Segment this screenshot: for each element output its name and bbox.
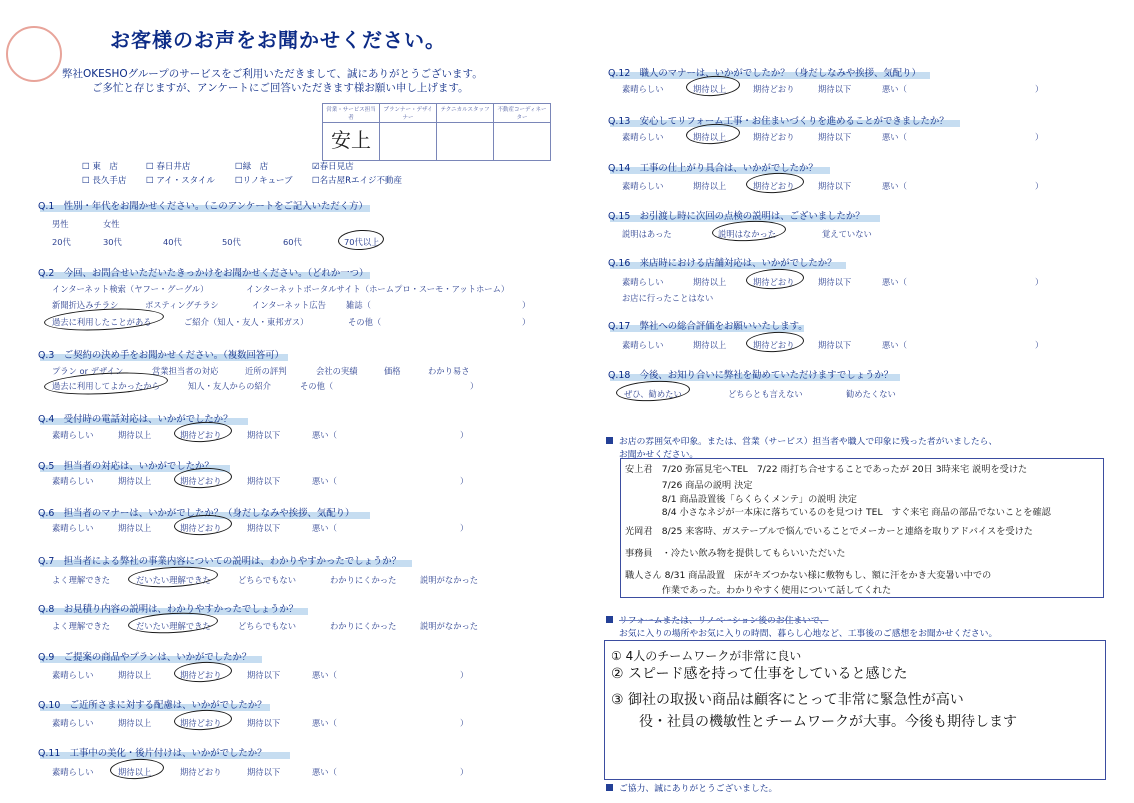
- q2-opt-magazine[interactable]: 雑誌（: [346, 300, 371, 310]
- comment1-line-4: 8/4 小さなネジが一本床に落ちているのを見つけ TEL すぐ来宅 商品の部品でないことを確認: [625, 507, 1051, 518]
- q6-opt-expected[interactable]: 期待どおり: [180, 523, 222, 533]
- q2-paren-close: ）: [522, 300, 531, 310]
- q9-title: Q.9 ご提案の商品やプランは、いかがでしたか？: [38, 652, 252, 663]
- shop-checkbox-7[interactable]: ☐リノキューブ: [235, 176, 293, 186]
- q12-opt-expected[interactable]: 期待どおり: [753, 84, 795, 94]
- comment1-line-5: 光岡君 8/25 来客時、ガステーブルで悩んでいることでメーカーと連絡を取りアドバイスを受けた: [625, 526, 1033, 537]
- staff-name-planner[interactable]: [380, 123, 437, 161]
- q6-opt-above[interactable]: 期待以上: [118, 523, 152, 533]
- q11-opt-below[interactable]: 期待以下: [247, 767, 281, 777]
- page-title: お客様のお声をお聞かせください。: [110, 28, 446, 52]
- q10-opt-expected[interactable]: 期待どおり: [180, 718, 222, 728]
- staff-header-technical: テクニカルスタッフ: [437, 104, 494, 123]
- q2-opt-posting[interactable]: ポスティングチラシ: [145, 300, 219, 310]
- q15-opt-explained[interactable]: 説明はあった: [622, 229, 672, 239]
- comment1-line-3: 8/1 商品設置後「らくらくメンテ」の説明 決定: [625, 494, 857, 505]
- shop-checkbox-8[interactable]: ☐名古屋Rエイジ不動産: [312, 176, 403, 186]
- q7-opt-2[interactable]: だいたい理解できた: [136, 575, 211, 585]
- staff-header-sales: 営業・サービス担当者: [323, 104, 380, 123]
- comment2-box[interactable]: [604, 640, 1106, 780]
- q8-opt-2[interactable]: だいたい理解できた: [136, 621, 211, 631]
- q15-title: Q.15 お引渡し時に次回の点検の説明は、ございましたか？: [608, 211, 865, 222]
- q9-opt-expected[interactable]: 期待どおり: [180, 670, 222, 680]
- q3-opt-price[interactable]: 価格: [384, 366, 401, 376]
- q11-opt-excellent[interactable]: 素晴らしい: [52, 767, 94, 777]
- q4-title: Q.4 受付時の電話対応は、いかがでしたか？: [38, 414, 233, 425]
- q2-opt-past-use[interactable]: 過去に利用したことがある: [52, 317, 152, 327]
- shop-checkbox-4[interactable]: ☑春日見店: [312, 162, 354, 172]
- q7-opt-3[interactable]: どちらでもない: [238, 575, 296, 585]
- q17-opt-bad[interactable]: 悪い（: [882, 340, 907, 350]
- q18-opt-recommend[interactable]: ぜひ、勧めたい: [624, 389, 682, 399]
- q9-answer-circle: [174, 660, 233, 683]
- shop-checkbox-5[interactable]: ☐ 長久手店: [82, 176, 127, 186]
- q1-age-30s[interactable]: 30代: [103, 237, 122, 247]
- q16-opt-below[interactable]: 期待以下: [818, 277, 852, 287]
- comment2-heading-1: リフォームまたは、リノベーション後のお住まいで、: [606, 613, 828, 626]
- staff-header-planner: プランナー・デザイナー: [380, 104, 437, 123]
- q3-opt-record[interactable]: 会社の実績: [316, 366, 358, 376]
- q1-age-50s[interactable]: 50代: [222, 237, 241, 247]
- q8-opt-1[interactable]: よく理解できた: [52, 621, 111, 631]
- q17-paren: ）: [1035, 340, 1044, 350]
- q9-opt-below[interactable]: 期待以下: [247, 670, 281, 680]
- q7-opt-4[interactable]: わかりにくかった: [330, 575, 397, 585]
- q7-opt-5[interactable]: 説明がなかった: [420, 575, 479, 585]
- q14-title: Q.14 工事の仕上がり具合は、いかがでしたか？: [608, 163, 818, 174]
- q5-opt-expected[interactable]: 期待どおり: [180, 476, 222, 486]
- q5-opt-excellent[interactable]: 素晴らしい: [52, 476, 94, 486]
- q13-opt-below[interactable]: 期待以下: [818, 132, 852, 142]
- q14-opt-expected[interactable]: 期待どおり: [753, 181, 795, 191]
- q16-paren: ）: [1035, 277, 1044, 287]
- q16-opt-expected[interactable]: 期待どおり: [753, 277, 795, 287]
- shop-checkbox-1[interactable]: ☐ 東 店: [82, 162, 118, 172]
- shop-checkbox-6[interactable]: ☐ アイ・スタイル: [146, 176, 215, 186]
- q3-opt-other[interactable]: その他（: [300, 381, 334, 391]
- q12-opt-above[interactable]: 期待以上: [693, 84, 727, 94]
- q17-opt-expected[interactable]: 期待どおり: [753, 340, 795, 350]
- footer-thanks: ご協力、誠にありがとうございました。: [606, 781, 777, 794]
- q3-opt-clarity[interactable]: わかり易さ: [428, 366, 470, 376]
- q10-opt-below[interactable]: 期待以下: [247, 718, 281, 728]
- q17-opt-excellent[interactable]: 素晴らしい: [622, 340, 664, 350]
- q3-title: Q.3 ご契約の決め手をお聞かせください。（複数回答可）: [38, 350, 285, 361]
- q16-title: Q.16 来店時における店舗対応は、いかがでしたか？: [608, 258, 837, 269]
- q12-title: Q.12 職人のマナーは、いかがでしたか？（身だしなみや挨拶、気配り）: [608, 68, 921, 79]
- q2-opt-referral[interactable]: ご紹介（知人・友人・東邦ガス）: [184, 317, 309, 327]
- seal-stamp: [6, 26, 62, 82]
- q6-paren: ）: [460, 523, 469, 533]
- q1-title: Q.1 性別・年代をお聞かせください。（このアンケートをご記入いただく方）: [38, 201, 368, 212]
- comment2-line-4: 役・社員の機敏性とチームワークが大事。今後も期待します: [611, 714, 1017, 730]
- staff-table: [322, 103, 551, 161]
- q1-age-70s[interactable]: 70代以上: [344, 237, 380, 247]
- comment1-line-7: 職人さん 8/31 商品設置 床がキズつかない様に敷物もし、額に汗をかき大変暑い中での: [625, 570, 992, 581]
- q1-age-20s[interactable]: 20代: [52, 237, 71, 247]
- q3-opt-friend[interactable]: 知人・友人からの紹介: [188, 381, 271, 391]
- q14-opt-below[interactable]: 期待以下: [818, 181, 852, 191]
- q2-opt-other[interactable]: その他（: [348, 317, 382, 327]
- q11-answer-circle: [110, 758, 165, 781]
- q3-opt-sales-response[interactable]: 営業担当者の対応: [152, 366, 219, 376]
- q11-opt-expected[interactable]: 期待どおり: [180, 767, 222, 777]
- q5-paren: ）: [460, 476, 469, 486]
- q1-male[interactable]: 男性: [52, 219, 69, 229]
- q3-paren-close: ）: [470, 381, 479, 391]
- q17-answer-circle: [746, 330, 805, 353]
- q16-opt-bad[interactable]: 悪い（: [882, 277, 907, 287]
- q15-opt-dont-remember[interactable]: 覚えていない: [822, 229, 872, 239]
- intro-line-2: ご多忙と存じますが、アンケートにご回答いただきます様お願い申し上げます。: [92, 82, 469, 94]
- intro-line-1: 弊社OKESHOグループのサービスをご利用いただきまして、誠にありがとうございます。: [62, 68, 483, 80]
- q5-opt-below[interactable]: 期待以下: [247, 476, 281, 486]
- comment1-box[interactable]: [620, 458, 1104, 598]
- q8-title: Q.8 お見積り内容の説明は、わかりやすかったでしょうか？: [38, 604, 299, 615]
- q5-opt-bad[interactable]: 悪い（: [312, 476, 337, 486]
- q13-title: Q.13 安心してリフォーム工事・お住まいづくりを進めることができましたか？: [608, 116, 949, 127]
- q1-age-60s[interactable]: 60代: [283, 237, 302, 247]
- q11-paren: ）: [460, 767, 469, 777]
- q3-opt-past-good[interactable]: 過去に利用してよかったから: [52, 381, 160, 391]
- q7-title: Q.7 担当者による弊社の事業内容についての説明は、わかりやすかったでしょうか？: [38, 556, 402, 567]
- q18-opt-neutral[interactable]: どちらとも言えない: [728, 389, 803, 399]
- q12-opt-excellent[interactable]: 素晴らしい: [622, 84, 664, 94]
- q16-answer-circle: [746, 267, 805, 290]
- q14-answer-circle: [746, 171, 805, 194]
- comment1-line-1: 安上君 7/20 弥冨見宅へTEL 7/22 雨打ち合せすることであったが 20日 3時来宅 説明を受けた: [625, 464, 1028, 475]
- q8-opt-4[interactable]: わかりにくかった: [330, 621, 397, 631]
- q4-paren: ）: [460, 430, 469, 440]
- q13-opt-above[interactable]: 期待以上: [693, 132, 727, 142]
- q4-opt-excellent[interactable]: 素晴らしい: [52, 430, 94, 440]
- q15-opt-not-explained[interactable]: 説明はなかった: [718, 229, 777, 239]
- q6-title: Q.6 担当者のマナーは、いかがでしたか？（身だしなみや挨拶、気配り）: [38, 508, 355, 519]
- q9-opt-bad[interactable]: 悪い（: [312, 670, 337, 680]
- q4-opt-bad[interactable]: 悪い（: [312, 430, 337, 440]
- staff-header-realestate: 不動産コーディネーター: [494, 104, 551, 123]
- q16-opt-above[interactable]: 期待以上: [693, 277, 727, 287]
- comment2-line-1: ① 4人のチームワークが非常に良い: [611, 649, 802, 663]
- q5-opt-above[interactable]: 期待以上: [118, 476, 152, 486]
- q18-title: Q.18 今後、お知り合いに弊社を勧めていただけますでしょうか？: [608, 370, 894, 381]
- q3-opt-reputation[interactable]: 近所の評判: [245, 366, 287, 376]
- q11-opt-bad[interactable]: 悪い（: [312, 767, 337, 777]
- q7-opt-1[interactable]: よく理解できた: [52, 575, 111, 585]
- staff-name-realestate[interactable]: [494, 123, 551, 161]
- q5-title: Q.5 担当者の対応は、いかがでしたか？: [38, 461, 214, 472]
- q10-opt-excellent[interactable]: 素晴らしい: [52, 718, 94, 728]
- q2-opt-portal[interactable]: インターネットポータルサイト（ホームプロ・スーモ・アットホーム）: [246, 284, 510, 294]
- q10-title: Q.10 ご近所さまに対する配慮は、いかがでしたか？: [38, 700, 267, 711]
- q2-opt-newspaper[interactable]: 新聞折込みチラシ: [52, 300, 119, 310]
- q13-opt-bad[interactable]: 悪い（: [882, 132, 907, 142]
- staff-name-sales[interactable]: 安上: [323, 123, 380, 161]
- comment2-heading-2: お気に入りの場所やお気に入りの時間、暮らし心地など、工事後のご感想をお聞かせください。: [619, 629, 998, 639]
- q1-female[interactable]: 女性: [103, 219, 120, 229]
- q8-opt-5[interactable]: 説明がなかった: [420, 621, 479, 631]
- q13-opt-expected[interactable]: 期待どおり: [753, 132, 795, 142]
- q2-opt-search[interactable]: インターネット検索（ヤフー・グーグル）: [52, 284, 209, 294]
- q8-opt-3[interactable]: どちらでもない: [238, 621, 296, 631]
- q12-opt-bad[interactable]: 悪い（: [882, 84, 907, 94]
- q12-opt-below[interactable]: 期待以下: [818, 84, 852, 94]
- q17-title: Q.17 弊社への総合評価をお願いいたします。: [608, 321, 808, 332]
- q13-opt-excellent[interactable]: 素晴らしい: [622, 132, 664, 142]
- staff-name-technical[interactable]: [437, 123, 494, 161]
- q10-opt-bad[interactable]: 悪い（: [312, 718, 337, 728]
- comment2-line-2: ② スピード感を持って仕事をしていると感じた: [611, 666, 908, 682]
- q9-paren: ）: [460, 670, 469, 680]
- comment1-line-6: 事務員 ・冷たい飲み物を提供してもらいいただいた: [625, 548, 846, 559]
- comment1-heading-1: お店の雰囲気や印象。または、営業（サービス）担当者や職人で印象に残った者がいましたら、: [606, 434, 997, 447]
- q9-opt-above[interactable]: 期待以上: [118, 670, 152, 680]
- q12-paren: ）: [1035, 84, 1044, 94]
- comment1-line-8: 作業であった。わかりやすく使用について話してくれた: [625, 585, 892, 596]
- q3-opt-plan[interactable]: プラン or デザイン: [52, 366, 124, 376]
- q2-paren-close-2: ）: [522, 317, 531, 327]
- q1-age-40s[interactable]: 40代: [163, 237, 182, 247]
- q6-opt-excellent[interactable]: 素晴らしい: [52, 523, 94, 533]
- q14-opt-above[interactable]: 期待以上: [693, 181, 727, 191]
- q13-paren: ）: [1035, 132, 1044, 142]
- q14-opt-bad[interactable]: 悪い（: [882, 181, 907, 191]
- q18-opt-not-recommend[interactable]: 勧めたくない: [846, 389, 896, 399]
- q4-opt-below[interactable]: 期待以下: [247, 430, 281, 440]
- comment1-heading-2: お聞かせください。: [619, 450, 699, 460]
- comment2-line-3: ③ 御社の取扱い商品は顧客にとって非常に緊急性が高い: [611, 692, 964, 708]
- q11-title: Q.11 工事中の美化・後片付けは、いかがでしたか？: [38, 748, 267, 759]
- q6-opt-bad[interactable]: 悪い（: [312, 523, 337, 533]
- shop-checkbox-2[interactable]: ☐ 春日井店: [146, 162, 191, 172]
- q10-opt-above[interactable]: 期待以上: [118, 718, 152, 728]
- q14-paren: ）: [1035, 181, 1044, 191]
- q17-opt-below[interactable]: 期待以下: [818, 340, 852, 350]
- q6-opt-below[interactable]: 期待以下: [247, 523, 281, 533]
- q10-paren: ）: [460, 718, 469, 728]
- q2-opt-ad[interactable]: インターネット広告: [252, 300, 326, 310]
- q2-title: Q.2 今回、お問合せいただいたきっかけをお聞かせください。（どれか一つ）: [38, 268, 369, 279]
- q16-opt-excellent[interactable]: 素晴らしい: [622, 277, 664, 287]
- q14-opt-excellent[interactable]: 素晴らしい: [622, 181, 664, 191]
- q9-opt-excellent[interactable]: 素晴らしい: [52, 670, 94, 680]
- q16-opt-never-visited[interactable]: お店に行ったことはない: [622, 293, 714, 303]
- q4-opt-above[interactable]: 期待以上: [118, 430, 152, 440]
- q10-answer-circle: [174, 708, 233, 731]
- q11-opt-above[interactable]: 期待以上: [118, 767, 152, 777]
- q4-opt-expected[interactable]: 期待どおり: [180, 430, 222, 440]
- shop-checkbox-3[interactable]: ☐緑 店: [235, 162, 269, 172]
- q17-opt-above[interactable]: 期待以上: [693, 340, 727, 350]
- comment1-line-2: 7/26 商品の説明 決定: [625, 480, 753, 491]
